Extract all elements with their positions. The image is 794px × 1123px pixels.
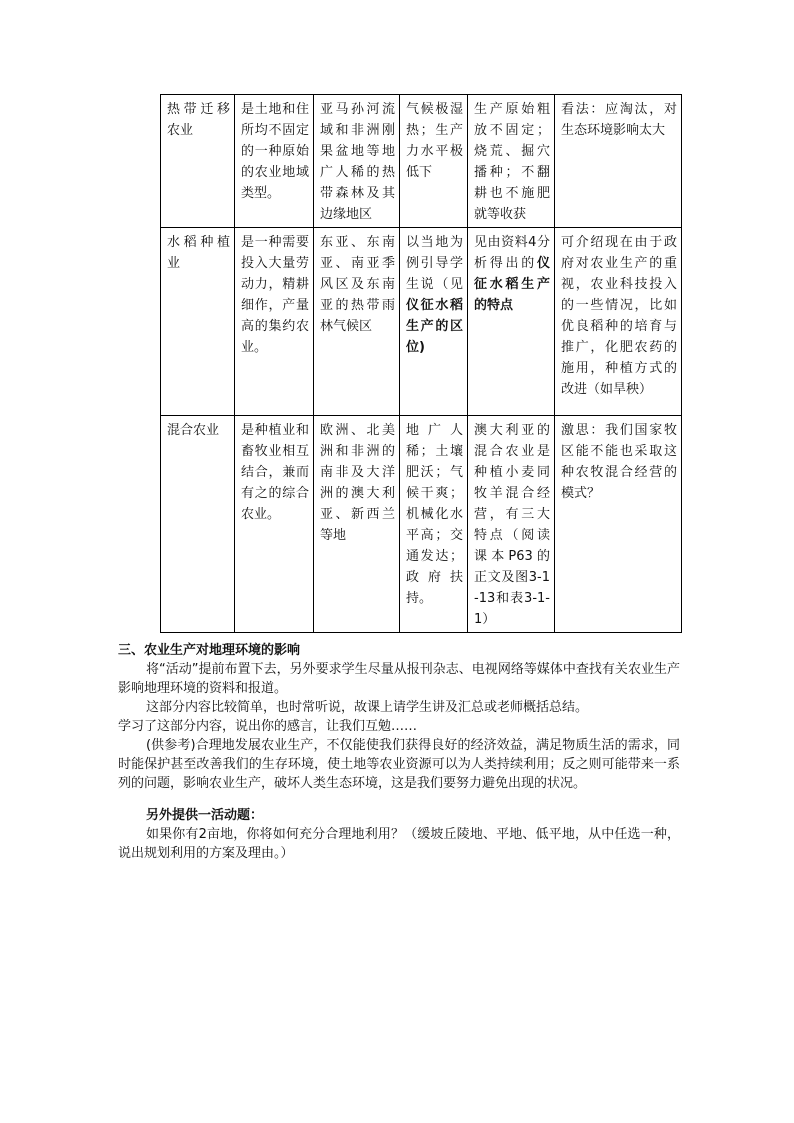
table-row xyxy=(161,95,682,228)
cell-location: 地广人稀；土壤肥沃；气候干爽；机械化水平高；交通发达；政府扶持。 xyxy=(400,416,468,633)
table-row xyxy=(161,228,682,416)
cell-production-bold: 仪征水稻生产的特点 xyxy=(474,256,550,313)
cell-note: 激思：我们国家牧区能不能也采取这种农牧混合经营的模式？ xyxy=(555,416,682,633)
cell-region: 欧洲、北美洲和非洲的南非及大洋洲的澳大利亚、新西兰等地 xyxy=(314,416,400,633)
paragraph: 将“活动”提前布置下去，另外要求学生尽量从报刊杂志、电视网络等媒体中查找有关农业生产影响地理环境的资料和报道。 xyxy=(118,662,680,696)
cell-location-text: 以当地为例引导学生说（见 xyxy=(406,235,463,292)
cell-type: 热带迁移农业 xyxy=(161,95,235,228)
cell-location xyxy=(400,228,468,416)
paragraph: 如果你有2亩地，你将如何充分合理地利用？（缓坡丘陵地、平地、低平地，从中任选一种，说出规划利用的方案及理由。） xyxy=(118,827,680,861)
paragraph: 学习了这部分内容，说出你的感言，让我们互勉…… xyxy=(118,719,418,734)
cell-location: 气候极湿热；生产力水平极低下 xyxy=(400,95,468,228)
cell-note: 可介绍现在由于政府对农业生产的重视，农业科技投入的一些情况，比如优良稻种的培育与推广，化肥农药的施用，种植方式的改进（如旱秧） xyxy=(555,228,682,416)
cell-production-text: 见由资料4分析得出的 xyxy=(474,235,550,271)
paragraph: 这部分内容比较简单，也时常听说，故课上请学生讲及汇总或老师概括总结。 xyxy=(146,700,589,715)
cell-region: 东亚、东南亚、南亚季风区及东南亚的热带雨林气候区 xyxy=(314,228,400,416)
section-title: 三、农业生产对地理环境的影响 xyxy=(118,643,301,658)
activity-heading: 另外提供一活动题： xyxy=(146,808,264,823)
cell-production: 生产原始粗放不固定；烧荒、掘穴播种；不翻耕也不施肥就等收获 xyxy=(468,95,555,228)
cell-feature: 是土地和住所均不固定的一种原始的农业地域类型。 xyxy=(235,95,314,228)
cell-region: 亚马孙河流域和非洲刚果盆地等地广人稀的热带森林及其边缘地区 xyxy=(314,95,400,228)
cell-production: 澳大利亚的混合农业是种植小麦同牧羊混合经营，有三大特点（阅读课本P63的正文及图3-1-13和表3-1-1） xyxy=(468,416,555,633)
cell-type: 混合农业 xyxy=(161,416,235,633)
cell-feature: 是一种需要投入大量劳动力，精耕细作，产量高的集约农业。 xyxy=(235,228,314,416)
cell-location-bold: 仪征水稻生产的区位) xyxy=(406,298,463,355)
cell-note: 看法：应淘汰，对生态环境影响太大 xyxy=(555,95,682,228)
cell-type: 水稻种植业 xyxy=(161,228,235,416)
cell-production xyxy=(468,228,555,416)
cell-feature: 是种植业和畜牧业相互结合，兼而有之的综合农业。 xyxy=(235,416,314,633)
table-row xyxy=(161,416,682,633)
paragraph: (供参考)合理地发展农业生产，不仅能使我们获得良好的经济效益，满足物质生活的需求，同时能保护甚至改善我们的生存环境，使土地等农业资源可以为人类持续利用；反之则可能带来一系列的问题，影响农业生产，破坏人类生态环境，这是我们要努力避免出现的状况。 xyxy=(118,738,680,791)
agriculture-types-table xyxy=(160,94,682,633)
